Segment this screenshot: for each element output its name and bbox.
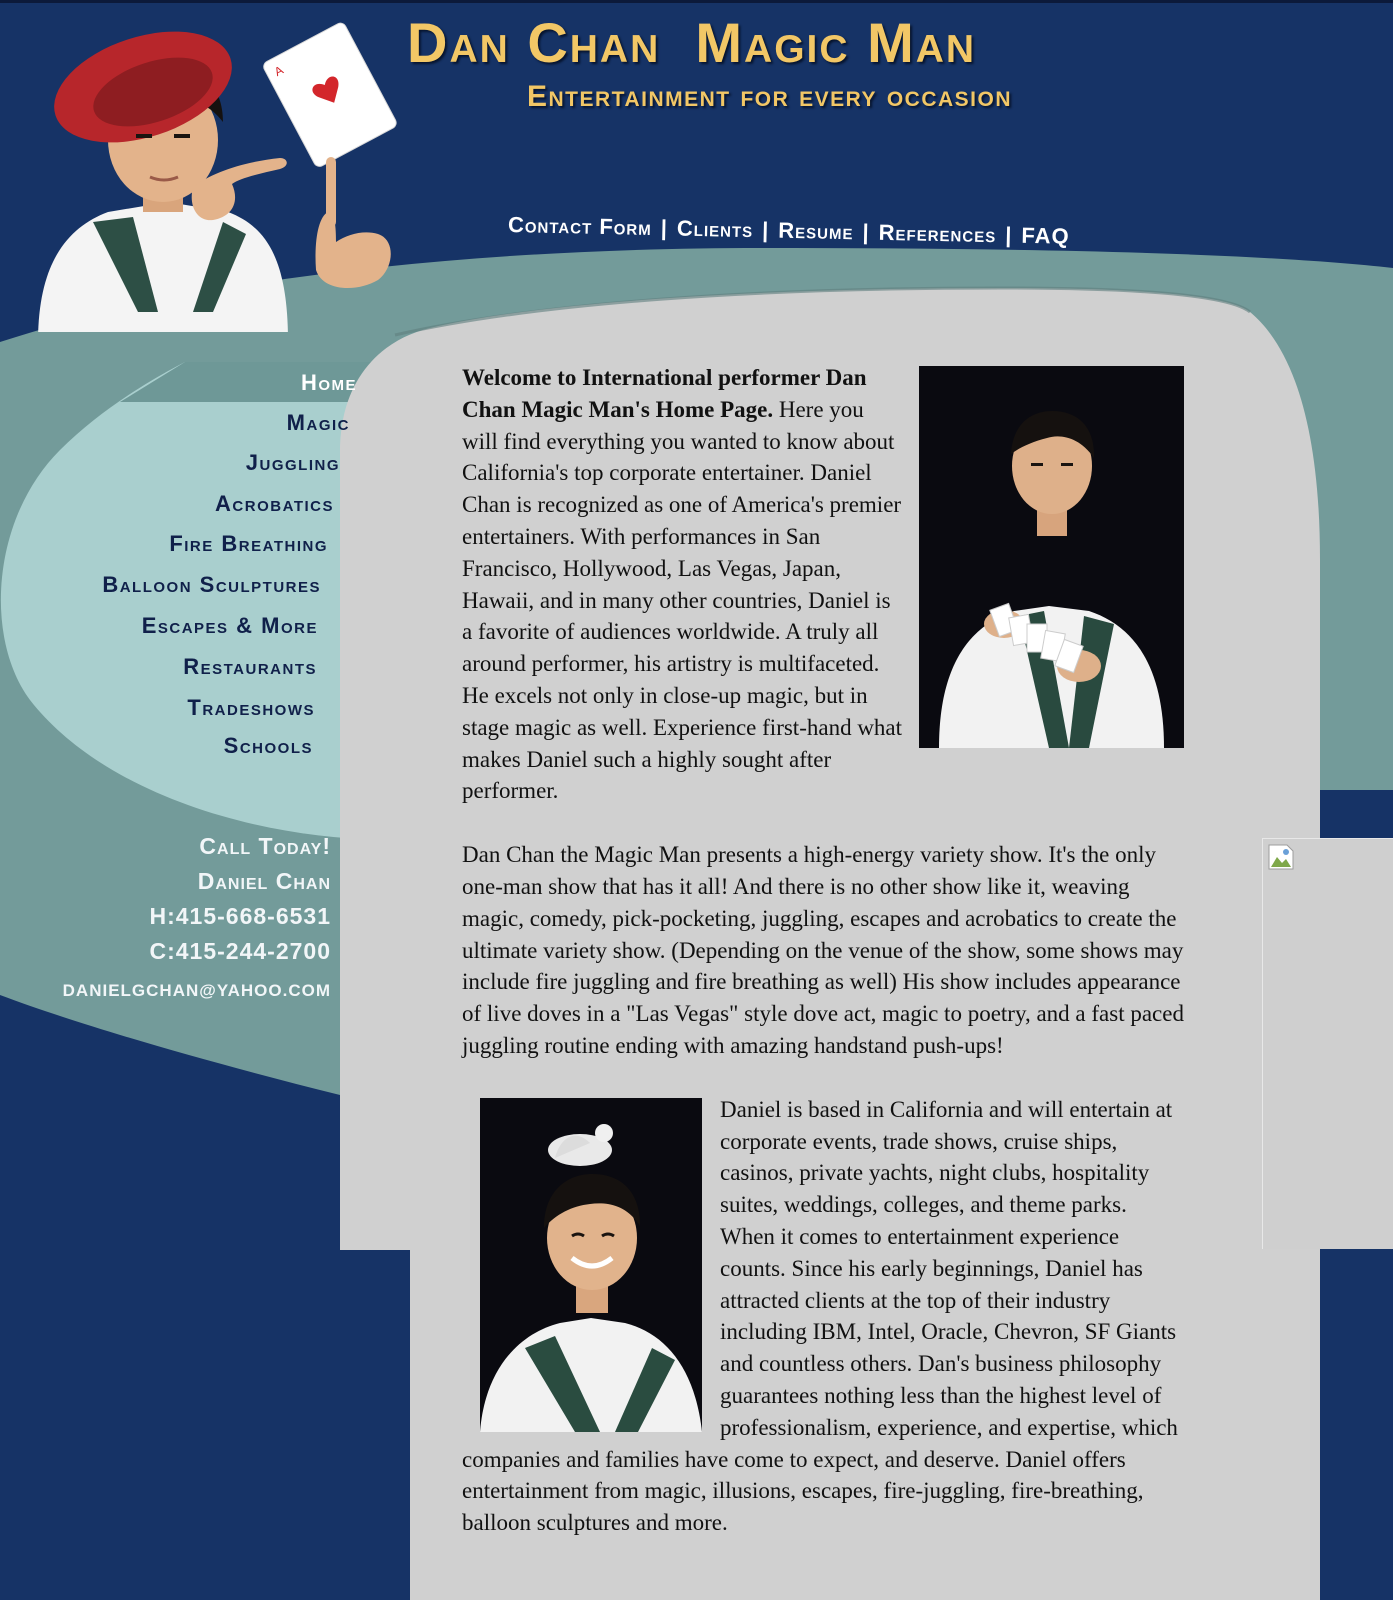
top-nav-faq[interactable]: FAQ: [1021, 222, 1070, 249]
sidebar-item-balloon-sculptures[interactable]: Balloon Sculptures: [102, 572, 321, 597]
magician-portrait-image: [18, 12, 408, 332]
svg-text:A: A: [271, 62, 286, 80]
show-description-paragraph: Dan Chan the Magic Man presents a high-energy variety show. It's the only one-man show that has it all! And there is no other show like it, weaving magic, comedy, pick-pocketing, juggling, escapes and acrobatics to create the ultimate variety show. (Depending on the venue of the show, some shows may include fire juggling and fire breathing as well) His show includes appearance of live doves in a "Las Vegas" style dove act, magic to poetry, and a fast paced juggling routine ending with amazing handstand push-ups!: [462, 842, 1184, 1058]
intro-text: Here you will find everything you wanted to know about California's top corporate entertainer. Daniel Chan is recognized as one of America's premier entertainers. With performances in San Francisco, Hollywood, Las Vegas, Japan, Hawaii, and in many other countries, Daniel is a favorite of audiences worldwide. A truly all around performer, his artistry is multifaceted. He excels not only in close-up magic, but in stage magic as well. Experience first-hand what makes Daniel such a highly sought after performer.: [462, 396, 903, 804]
nav-separator: |: [862, 219, 870, 245]
sidebar-item-restaurants[interactable]: Restaurants: [183, 654, 317, 679]
card-trick-photo: [919, 366, 1184, 748]
contact-home-phone[interactable]: H:415-668-6531: [149, 903, 331, 929]
nav-separator: |: [660, 215, 669, 241]
site-subtitle: Entertainment for every occasion: [527, 80, 1013, 113]
nav-separator: |: [761, 217, 770, 243]
sidebar-item-magic[interactable]: Magic: [286, 410, 350, 435]
sidebar-item-juggling[interactable]: Juggling: [245, 450, 340, 475]
top-nav-resume[interactable]: Resume: [778, 217, 854, 245]
dove-photo: [480, 1098, 702, 1432]
broken-image-placeholder: [1262, 838, 1393, 1249]
clients-text: Daniel is based in California and will entertain at corporate events, trade shows, cruise ships, casinos, private yachts, night clubs, hospitality suites, weddings, colleges, and theme parks. When it comes to entertainment experience counts. Since his early beginnings, Daniel has attracted clients at the top of their industry including IBM, Intel, Oracle, Chevron, SF Giants and countless others. Dan's business philosophy guarantees nothing less than the highest level of professionalism, experience, and expertise, which companies and families have come to expect, and deserve. Daniel offers entertainment from magic, illusions, escapes, fire-juggling, fire-breathing, balloon sculptures and more.: [462, 1096, 1178, 1536]
broken-image-icon: [1267, 843, 1297, 871]
sidebar-item-schools[interactable]: Schools: [223, 733, 313, 758]
sidebar-item-home[interactable]: Home: [300, 370, 357, 395]
contact-cell-phone[interactable]: C:415-244-2700: [149, 938, 331, 964]
main-content: [462, 362, 1184, 1539]
sidebar-item-tradeshows[interactable]: Tradeshows: [187, 695, 315, 720]
sidebar-item-escapes-more[interactable]: Escapes & More: [141, 613, 318, 638]
nav-separator: |: [1004, 222, 1013, 248]
top-nav-references[interactable]: References: [878, 219, 997, 248]
top-nav-clients[interactable]: Clients: [676, 215, 754, 243]
call-today-label: Call Today!: [199, 833, 331, 859]
contact-name: Daniel Chan: [197, 868, 331, 894]
contact-email-link[interactable]: DANIELGCHAN@YAHOO.COM: [62, 981, 331, 1000]
intro-bold-text: Welcome to International performer Dan Chan Magic Man's Home Page.: [462, 365, 867, 422]
site-title: Dan Chan Magic Man: [407, 11, 977, 74]
top-nav-contact-form[interactable]: Contact Form: [507, 212, 653, 241]
clients-paragraph: [462, 1094, 1184, 1539]
sidebar-item-acrobatics[interactable]: Acrobatics: [215, 491, 334, 516]
sidebar-item-fire-breathing[interactable]: Fire Breathing: [169, 531, 328, 556]
